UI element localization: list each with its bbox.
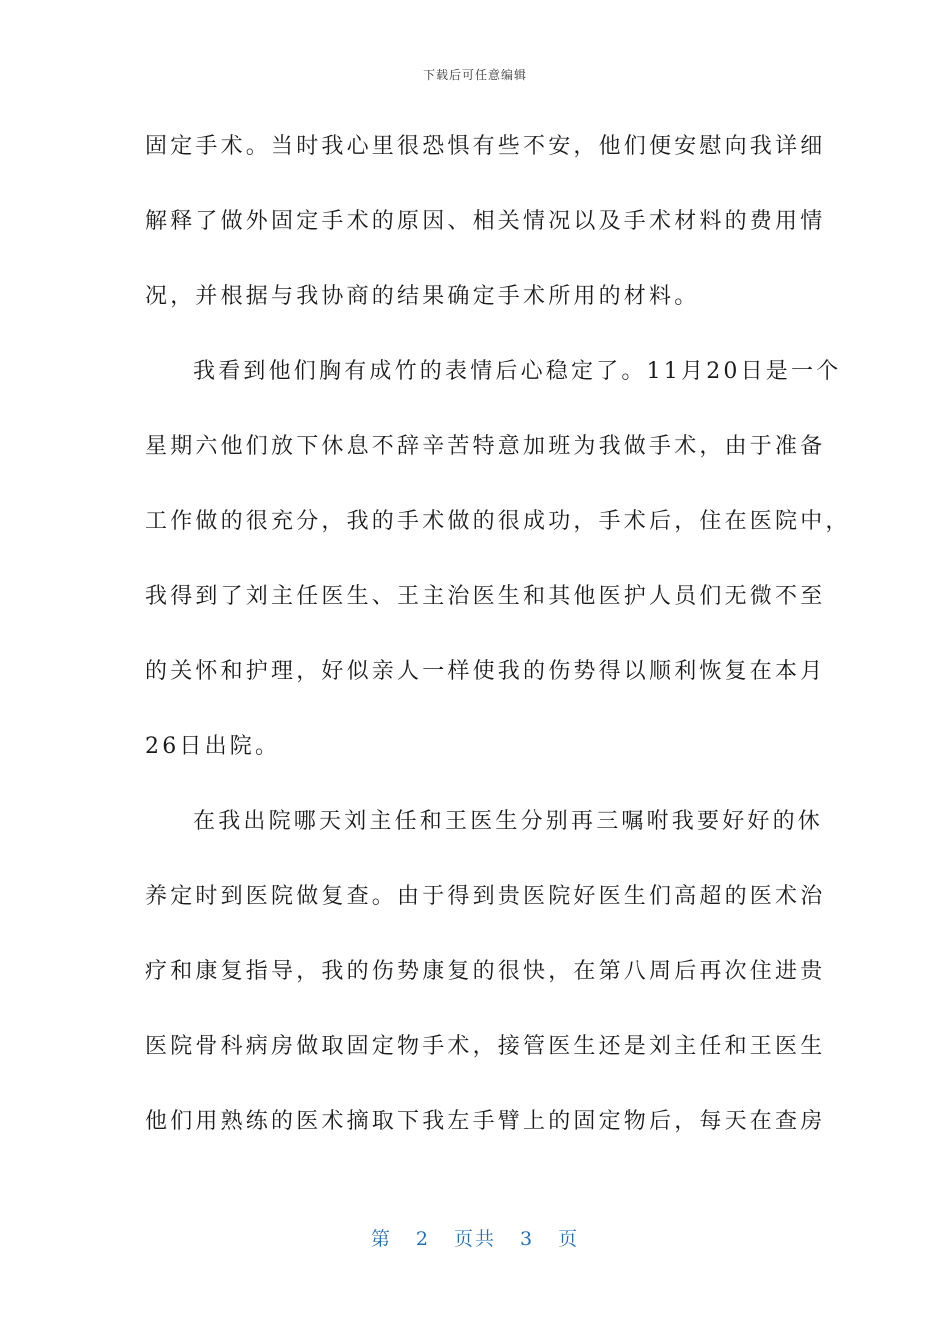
page-current: 2 — [415, 1228, 430, 1250]
text-line: 固定手术。当时我心里很恐惧有些不安，他们便安慰向我详细 — [145, 134, 826, 159]
text-line: 解释了做外固定手术的原因、相关情况以及手术材料的费用情 — [145, 209, 826, 234]
text-line: 养定时到医院做复查。由于得到贵医院好医生们高超的医术治 — [145, 884, 826, 909]
page-middle: 页共 — [453, 1228, 496, 1250]
text-line: 我得到了刘主任医生、王主治医生和其他医护人员们无微不至 — [145, 584, 826, 609]
text-line: 疗和康复指导，我的伤势康复的很快，在第八周后再次住进贵 — [145, 959, 826, 984]
page-total: 3 — [520, 1228, 535, 1250]
text-line: 况，并根据与我协商的结果确定手术所用的材料。 — [145, 284, 700, 309]
text-line: 星期六他们放下休息不辞辛苦特意加班为我做手术，由于准备 — [145, 434, 826, 459]
page-suffix: 页 — [558, 1228, 580, 1250]
text-line: 工作做的很充分，我的手术做的很成功，手术后，住在医院中， — [145, 509, 851, 534]
page-prefix: 第 — [370, 1228, 392, 1250]
document-body — [145, 120, 851, 1170]
text-line: 他们用熟练的医术摘取下我左手臂上的固定物后，每天在查房 — [145, 1109, 826, 1134]
text-line: 26日出院。 — [145, 734, 281, 759]
paragraph-start-line: 在我出院哪天刘主任和王医生分别再三嘱咐我要好好的休 — [193, 809, 824, 834]
text-line: 的关怀和护理，好似亲人一样使我的伤势得以顺利恢复在本月 — [145, 659, 826, 684]
text-line: 医院骨科病房做取固定物手术，接管医生还是刘主任和王医生 — [145, 1034, 826, 1059]
paragraph-start-line: 我看到他们胸有成竹的表情后心稳定了。11月20日是一个 — [193, 359, 842, 384]
page-footer — [0, 1224, 950, 1251]
header-note: 下载后可任意编辑 — [422, 68, 527, 82]
